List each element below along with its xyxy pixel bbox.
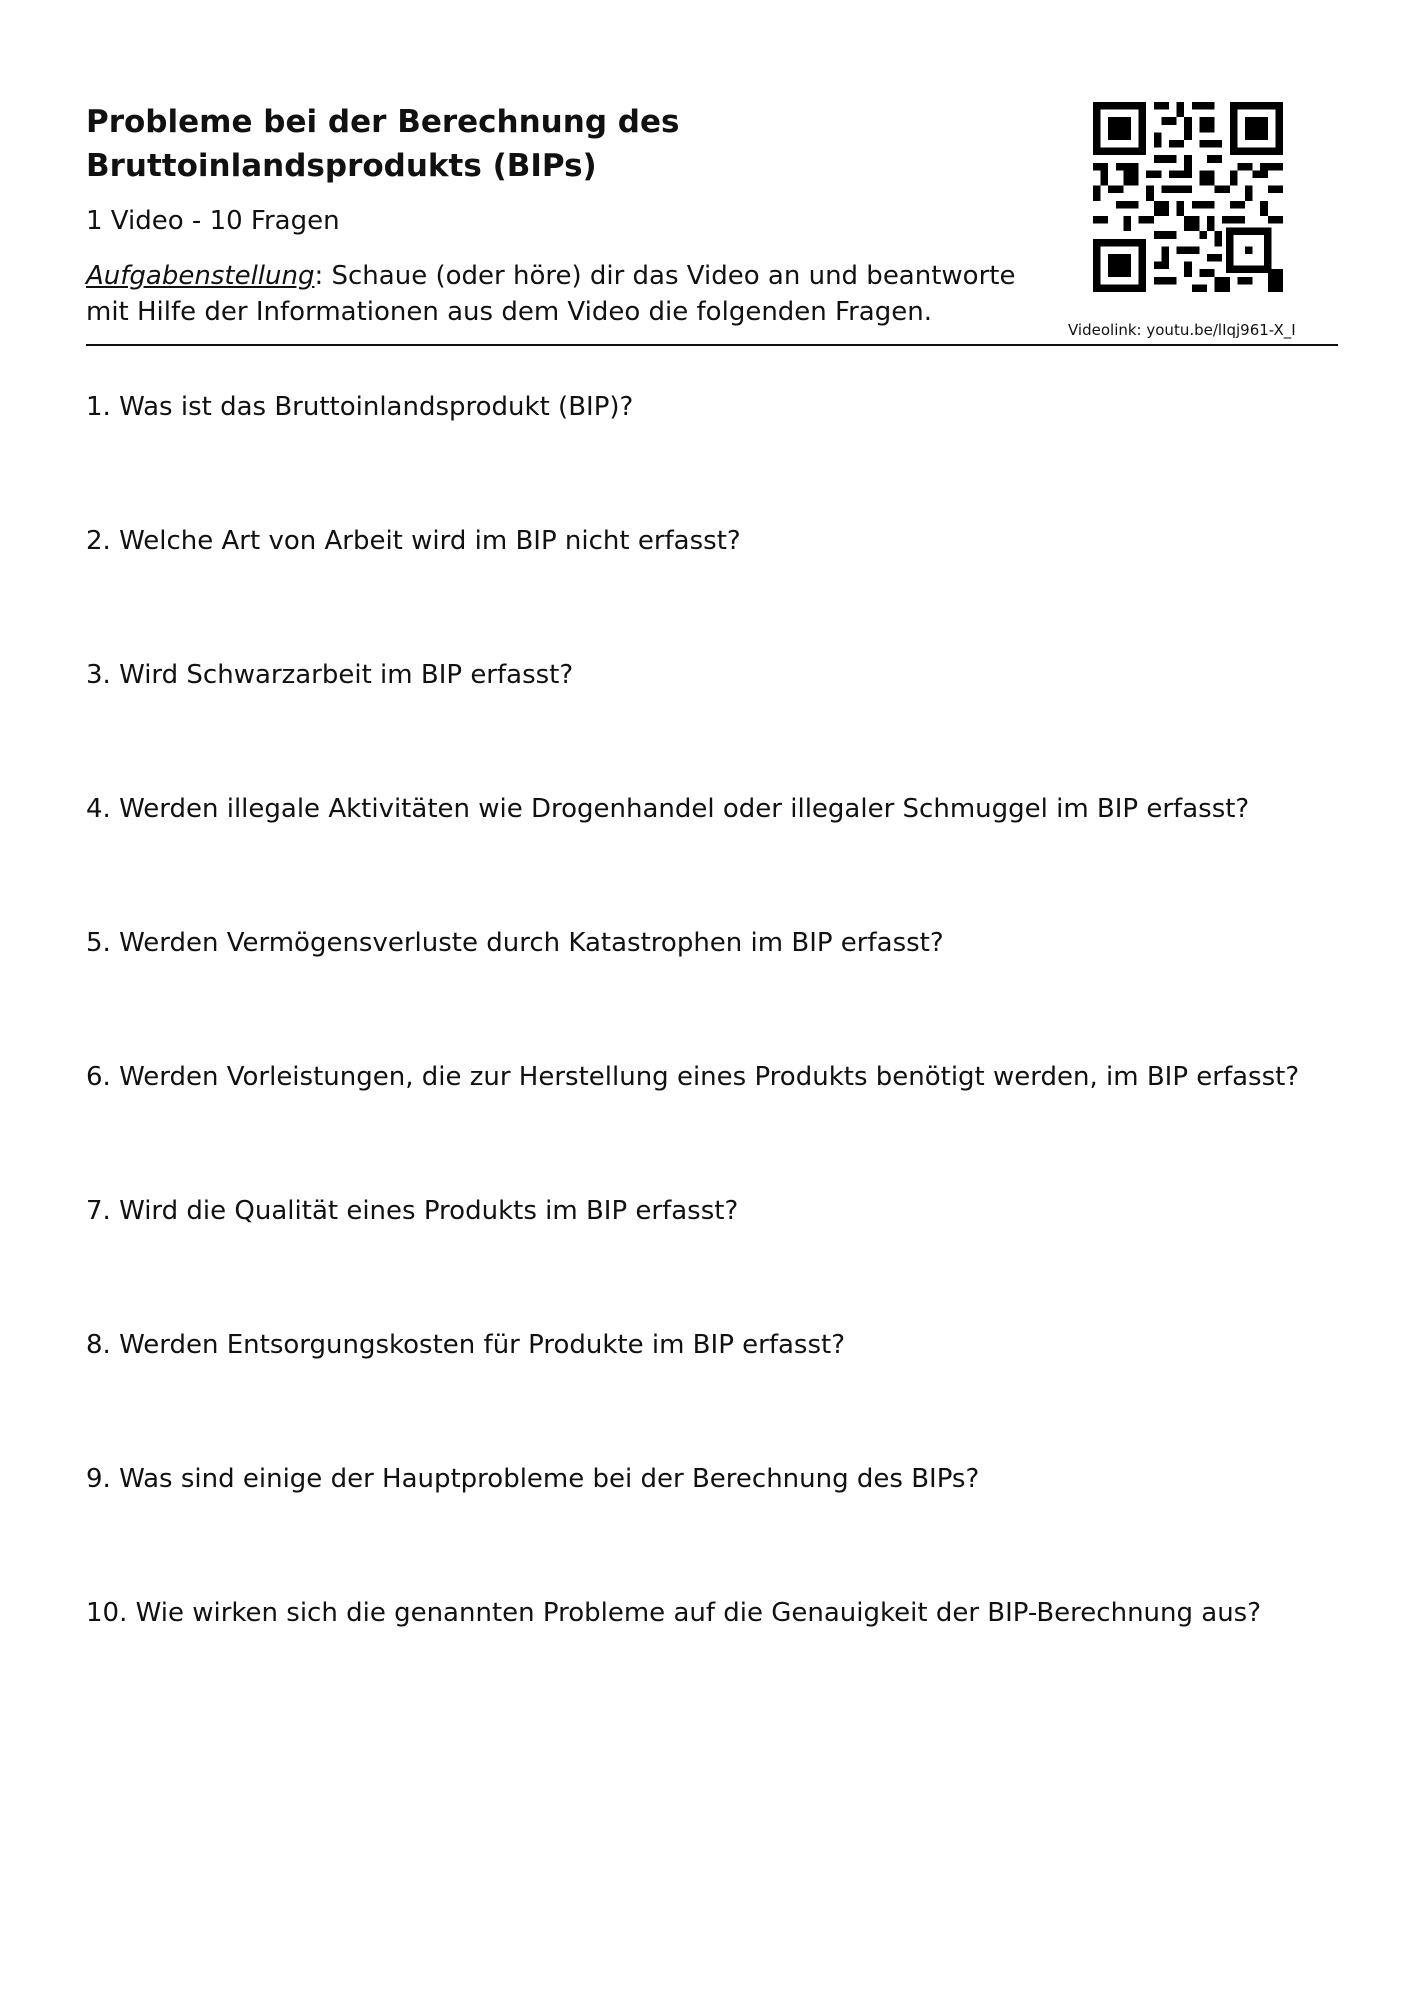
question-item: 8. Werden Entsorgungskosten für Produkte im BIP erfasst?	[86, 1330, 845, 1360]
question-item: 5. Werden Vermögensverluste durch Katastrophen im BIP erfasst?	[86, 928, 944, 958]
qr-code-icon	[1093, 102, 1283, 292]
question-list	[86, 390, 1338, 1730]
question-item: 6. Werden Vorleistungen, die zur Herstellung eines Produkts benötigt werden, im BIP erfasst?	[86, 1062, 1300, 1092]
instruction-label: Aufgabenstellung	[86, 261, 315, 291]
question-item: 4. Werden illegale Aktivitäten wie Drogenhandel oder illegaler Schmuggel im BIP erfasst?	[86, 794, 1250, 824]
task-instruction	[86, 258, 1046, 330]
question-item: 9. Was sind einige der Hauptprobleme bei der Berechnung des BIPs?	[86, 1464, 980, 1494]
question-item: 2. Welche Art von Arbeit wird im BIP nicht erfasst?	[86, 526, 741, 556]
question-item: 10. Wie wirken sich die genannten Probleme auf die Genauigkeit der BIP-Berechnung aus?	[86, 1598, 1262, 1628]
header-divider	[86, 344, 1338, 346]
worksheet-subtitle: 1 Video - 10 Fragen	[86, 206, 340, 236]
question-item: 7. Wird die Qualität eines Produkts im BIP erfasst?	[86, 1196, 739, 1226]
instruction-text: : Schaue (oder höre) dir das Video an und beantworte mit Hilfe der Informationen aus dem Video die folgenden Fragen.	[86, 261, 1016, 327]
video-link[interactable]: Videolink: youtu.be/lIqj961-X_I	[1068, 321, 1296, 339]
page-title: Probleme bei der Berechnung des Bruttoinlandsprodukts (BIPs)	[86, 104, 680, 184]
question-item: 3. Wird Schwarzarbeit im BIP erfasst?	[86, 660, 574, 690]
question-item: 1. Was ist das Bruttoinlandsprodukt (BIP)?	[86, 392, 634, 422]
